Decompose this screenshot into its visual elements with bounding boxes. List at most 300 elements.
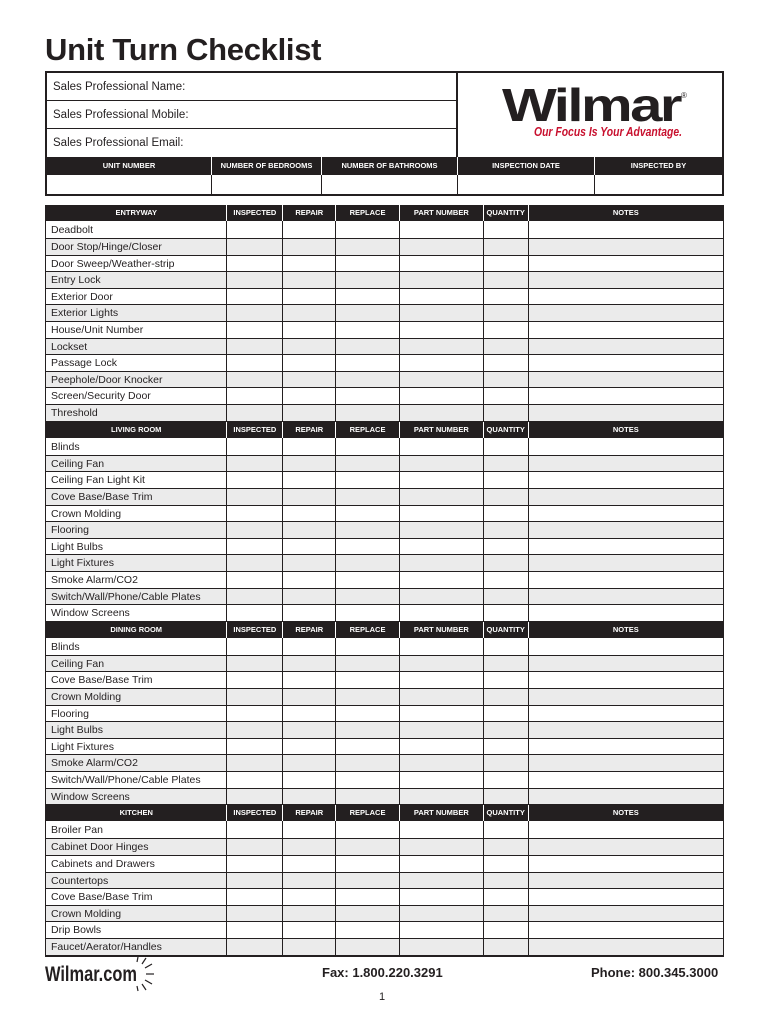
notes-cell[interactable] <box>529 755 723 771</box>
repair-cell[interactable] <box>283 755 336 771</box>
item-label: Passage Lock <box>46 355 227 371</box>
section-title: ENTRYWAY <box>46 205 227 221</box>
part-number-cell[interactable] <box>400 522 484 538</box>
quantity-cell[interactable] <box>484 906 529 922</box>
part-number-cell[interactable] <box>400 889 484 905</box>
quantity-cell[interactable] <box>484 372 529 388</box>
part-number-cell[interactable] <box>400 839 484 855</box>
replace-cell[interactable] <box>336 873 400 889</box>
unit-number-cell[interactable] <box>47 175 212 194</box>
notes-cell[interactable] <box>529 289 723 305</box>
notes-cell[interactable] <box>529 739 723 755</box>
inspected-cell[interactable] <box>227 889 283 905</box>
notes-cell[interactable] <box>529 555 723 571</box>
inspected-cell[interactable] <box>227 689 283 705</box>
inspected-cell[interactable] <box>227 388 283 404</box>
quantity-cell[interactable] <box>484 589 529 605</box>
part-number-cell[interactable] <box>400 906 484 922</box>
part-number-cell[interactable] <box>400 388 484 404</box>
column-header-part-number: PART NUMBER <box>400 622 484 638</box>
notes-cell[interactable] <box>529 472 723 488</box>
part-number-cell[interactable] <box>400 305 484 321</box>
replace-cell[interactable] <box>336 889 400 905</box>
notes-cell[interactable] <box>529 572 723 588</box>
inspected-cell[interactable] <box>227 322 283 338</box>
part-number-cell[interactable] <box>400 572 484 588</box>
part-number-cell[interactable] <box>400 856 484 872</box>
inspected-cell[interactable] <box>227 706 283 722</box>
part-number-cell[interactable] <box>400 289 484 305</box>
notes-cell[interactable] <box>529 589 723 605</box>
inspection-date-header: INSPECTION DATE <box>458 157 595 175</box>
quantity-cell[interactable] <box>484 555 529 571</box>
part-number-cell[interactable] <box>400 821 484 838</box>
notes-cell[interactable] <box>529 272 723 288</box>
notes-cell[interactable] <box>529 239 723 255</box>
repair-cell[interactable] <box>283 922 336 938</box>
notes-cell[interactable] <box>529 506 723 522</box>
item-label: Window Screens <box>46 605 227 621</box>
repair-cell[interactable] <box>283 605 336 621</box>
replace-cell[interactable] <box>336 289 400 305</box>
part-number-cell[interactable] <box>400 272 484 288</box>
replace-cell[interactable] <box>336 438 400 455</box>
part-number-cell[interactable] <box>400 922 484 938</box>
notes-cell[interactable] <box>529 856 723 872</box>
replace-cell[interactable] <box>336 355 400 371</box>
part-number-cell[interactable] <box>400 672 484 688</box>
part-number-cell[interactable] <box>400 706 484 722</box>
section-header-living-room <box>46 422 723 438</box>
replace-cell[interactable] <box>336 539 400 555</box>
inspected-cell[interactable] <box>227 789 283 805</box>
replace-cell[interactable] <box>336 739 400 755</box>
part-number-cell[interactable] <box>400 555 484 571</box>
part-number-cell[interactable] <box>400 739 484 755</box>
inspected-cell[interactable] <box>227 922 283 938</box>
sales-professional-name-field[interactable]: Sales Professional Name: <box>47 73 458 101</box>
quantity-cell[interactable] <box>484 605 529 621</box>
part-number-cell[interactable] <box>400 256 484 272</box>
quantity-cell[interactable] <box>484 472 529 488</box>
quantity-cell[interactable] <box>484 889 529 905</box>
inspected-cell[interactable] <box>227 405 283 421</box>
inspected-cell[interactable] <box>227 256 283 272</box>
repair-cell[interactable] <box>283 305 336 321</box>
item-label: Ceiling Fan <box>46 456 227 472</box>
replace-cell[interactable] <box>336 772 400 788</box>
quantity-cell[interactable] <box>484 405 529 421</box>
repair-cell[interactable] <box>283 322 336 338</box>
quantity-cell[interactable] <box>484 789 529 805</box>
notes-cell[interactable] <box>529 772 723 788</box>
repair-cell[interactable] <box>283 522 336 538</box>
replace-cell[interactable] <box>336 305 400 321</box>
part-number-cell[interactable] <box>400 722 484 738</box>
quantity-cell[interactable] <box>484 489 529 505</box>
checklist-row <box>46 856 723 873</box>
inspected-cell[interactable] <box>227 305 283 321</box>
inspected-cell[interactable] <box>227 739 283 755</box>
inspected-cell[interactable] <box>227 372 283 388</box>
part-number-cell[interactable] <box>400 789 484 805</box>
notes-cell[interactable] <box>529 355 723 371</box>
part-number-cell[interactable] <box>400 755 484 771</box>
section-title: DINING ROOM <box>46 622 227 638</box>
replace-cell[interactable] <box>336 856 400 872</box>
replace-cell[interactable] <box>336 555 400 571</box>
repair-cell[interactable] <box>283 821 336 838</box>
item-label: Ceiling Fan Light Kit <box>46 472 227 488</box>
notes-cell[interactable] <box>529 706 723 722</box>
notes-cell[interactable] <box>529 256 723 272</box>
repair-cell[interactable] <box>283 438 336 455</box>
inspected-cell[interactable] <box>227 873 283 889</box>
repair-cell[interactable] <box>283 472 336 488</box>
quantity-cell[interactable] <box>484 322 529 338</box>
repair-cell[interactable] <box>283 689 336 705</box>
inspected-cell[interactable] <box>227 506 283 522</box>
notes-cell[interactable] <box>529 839 723 855</box>
part-number-cell[interactable] <box>400 322 484 338</box>
inspected-cell[interactable] <box>227 906 283 922</box>
part-number-cell[interactable] <box>400 772 484 788</box>
quantity-cell[interactable] <box>484 722 529 738</box>
quantity-cell[interactable] <box>484 772 529 788</box>
quantity-cell[interactable] <box>484 305 529 321</box>
quantity-cell[interactable] <box>484 339 529 355</box>
repair-cell[interactable] <box>283 456 336 472</box>
part-number-cell[interactable] <box>400 689 484 705</box>
repair-cell[interactable] <box>283 839 336 855</box>
quantity-cell[interactable] <box>484 839 529 855</box>
notes-cell[interactable] <box>529 339 723 355</box>
part-number-cell[interactable] <box>400 939 484 955</box>
repair-cell[interactable] <box>283 589 336 605</box>
repair-cell[interactable] <box>283 239 336 255</box>
part-number-cell[interactable] <box>400 605 484 621</box>
repair-cell[interactable] <box>283 539 336 555</box>
bathrooms-cell[interactable] <box>322 175 458 194</box>
quantity-cell[interactable] <box>484 256 529 272</box>
part-number-cell[interactable] <box>400 472 484 488</box>
replace-cell[interactable] <box>336 239 400 255</box>
inspected-cell[interactable] <box>227 656 283 672</box>
phone-number: Phone: 800.345.3000 <box>591 965 719 980</box>
part-number-cell[interactable] <box>400 589 484 605</box>
quantity-cell[interactable] <box>484 388 529 404</box>
notes-cell[interactable] <box>529 722 723 738</box>
replace-cell[interactable] <box>336 256 400 272</box>
sales-professional-email-field[interactable]: Sales Professional Email: <box>53 137 184 149</box>
part-number-cell[interactable] <box>400 221 484 238</box>
quantity-cell[interactable] <box>484 922 529 938</box>
repair-cell[interactable] <box>283 672 336 688</box>
notes-cell[interactable] <box>529 656 723 672</box>
replace-cell[interactable] <box>336 221 400 238</box>
checklist-row <box>46 638 723 656</box>
repair-cell[interactable] <box>283 722 336 738</box>
part-number-cell[interactable] <box>400 539 484 555</box>
replace-cell[interactable] <box>336 789 400 805</box>
replace-cell[interactable] <box>336 706 400 722</box>
quantity-cell[interactable] <box>484 438 529 455</box>
quantity-cell[interactable] <box>484 821 529 838</box>
checklist-row <box>46 339 723 356</box>
part-number-cell[interactable] <box>400 355 484 371</box>
repair-cell[interactable] <box>283 638 336 655</box>
repair-cell[interactable] <box>283 656 336 672</box>
inspected-cell[interactable] <box>227 605 283 621</box>
item-label: Blinds <box>46 438 227 455</box>
inspected-by-cell[interactable] <box>595 175 722 194</box>
column-header-part-number: PART NUMBER <box>400 205 484 221</box>
notes-cell[interactable] <box>529 906 723 922</box>
checklist-row <box>46 656 723 673</box>
part-number-cell[interactable] <box>400 339 484 355</box>
repair-cell[interactable] <box>283 489 336 505</box>
inspected-cell[interactable] <box>227 355 283 371</box>
item-label: Lockset <box>46 339 227 355</box>
repair-cell[interactable] <box>283 221 336 238</box>
part-number-cell[interactable] <box>400 372 484 388</box>
repair-cell[interactable] <box>283 272 336 288</box>
notes-cell[interactable] <box>529 305 723 321</box>
quantity-cell[interactable] <box>484 239 529 255</box>
item-label: Cove Base/Base Trim <box>46 489 227 505</box>
item-label: Light Fixtures <box>46 739 227 755</box>
column-header-repair: REPAIR <box>283 422 336 438</box>
repair-cell[interactable] <box>283 289 336 305</box>
notes-cell[interactable] <box>529 873 723 889</box>
quantity-cell[interactable] <box>484 539 529 555</box>
column-header-quantity: QUANTITY <box>484 622 529 638</box>
item-label: Screen/Security Door <box>46 388 227 404</box>
repair-cell[interactable] <box>283 873 336 889</box>
inspected-cell[interactable] <box>227 638 283 655</box>
notes-cell[interactable] <box>529 539 723 555</box>
repair-cell[interactable] <box>283 856 336 872</box>
inspection-date-cell[interactable] <box>458 175 595 194</box>
checklist-row <box>46 873 723 890</box>
quantity-cell[interactable] <box>484 572 529 588</box>
notes-cell[interactable] <box>529 456 723 472</box>
inspected-cell[interactable] <box>227 772 283 788</box>
bedrooms-cell[interactable] <box>212 175 322 194</box>
part-number-cell[interactable] <box>400 239 484 255</box>
notes-cell[interactable] <box>529 689 723 705</box>
item-label: Crown Molding <box>46 506 227 522</box>
part-number-cell[interactable] <box>400 638 484 655</box>
replace-cell[interactable] <box>336 388 400 404</box>
replace-cell[interactable] <box>336 821 400 838</box>
wilmar-logo <box>460 73 722 157</box>
notes-cell[interactable] <box>529 789 723 805</box>
part-number-cell[interactable] <box>400 506 484 522</box>
replace-cell[interactable] <box>336 839 400 855</box>
replace-cell[interactable] <box>336 689 400 705</box>
replace-cell[interactable] <box>336 489 400 505</box>
replace-cell[interactable] <box>336 456 400 472</box>
notes-cell[interactable] <box>529 322 723 338</box>
inspected-cell[interactable] <box>227 572 283 588</box>
inspected-cell[interactable] <box>227 539 283 555</box>
replace-cell[interactable] <box>336 939 400 955</box>
part-number-cell[interactable] <box>400 405 484 421</box>
inspected-cell[interactable] <box>227 589 283 605</box>
item-label: Light Fixtures <box>46 555 227 571</box>
repair-cell[interactable] <box>283 388 336 404</box>
repair-cell[interactable] <box>283 555 336 571</box>
replace-cell[interactable] <box>336 605 400 621</box>
replace-cell[interactable] <box>336 405 400 421</box>
quantity-cell[interactable] <box>484 873 529 889</box>
replace-cell[interactable] <box>336 372 400 388</box>
notes-cell[interactable] <box>529 821 723 838</box>
replace-cell[interactable] <box>336 506 400 522</box>
inspected-cell[interactable] <box>227 839 283 855</box>
inspected-cell[interactable] <box>227 221 283 238</box>
wilmar-footer-logo <box>45 957 160 991</box>
inspected-cell[interactable] <box>227 339 283 355</box>
part-number-cell[interactable] <box>400 489 484 505</box>
quantity-cell[interactable] <box>484 221 529 238</box>
checklist-row <box>46 939 723 956</box>
repair-cell[interactable] <box>283 906 336 922</box>
item-label: Switch/Wall/Phone/Cable Plates <box>46 589 227 605</box>
checklist-row <box>46 539 723 556</box>
column-header-repair: REPAIR <box>283 205 336 221</box>
page-title: Unit Turn Checklist <box>45 32 322 67</box>
column-header-repair: REPAIR <box>283 805 336 821</box>
inspected-cell[interactable] <box>227 672 283 688</box>
quantity-cell[interactable] <box>484 506 529 522</box>
inspected-cell[interactable] <box>227 522 283 538</box>
notes-cell[interactable] <box>529 221 723 238</box>
inspected-cell[interactable] <box>227 821 283 838</box>
inspected-cell[interactable] <box>227 239 283 255</box>
replace-cell[interactable] <box>336 638 400 655</box>
repair-cell[interactable] <box>283 256 336 272</box>
notes-cell[interactable] <box>529 388 723 404</box>
bedrooms-header: NUMBER OF BEDROOMS <box>212 157 322 175</box>
checklist-row <box>46 922 723 939</box>
inspected-cell[interactable] <box>227 272 283 288</box>
column-header-quantity: QUANTITY <box>484 422 529 438</box>
part-number-cell[interactable] <box>400 656 484 672</box>
replace-cell[interactable] <box>336 572 400 588</box>
checklist-row <box>46 456 723 473</box>
notes-cell[interactable] <box>529 638 723 655</box>
notes-cell[interactable] <box>529 939 723 955</box>
column-header-notes: NOTES <box>612 208 639 217</box>
repair-cell[interactable] <box>283 506 336 522</box>
repair-cell[interactable] <box>283 339 336 355</box>
quantity-cell[interactable] <box>484 355 529 371</box>
repair-cell[interactable] <box>283 405 336 421</box>
inspected-cell[interactable] <box>227 755 283 771</box>
replace-cell[interactable] <box>336 906 400 922</box>
quantity-cell[interactable] <box>484 656 529 672</box>
repair-cell[interactable] <box>283 789 336 805</box>
column-header-notes: NOTES <box>612 424 639 434</box>
quantity-cell[interactable] <box>484 689 529 705</box>
part-number-cell[interactable] <box>400 438 484 455</box>
notes-cell[interactable] <box>529 438 723 455</box>
item-label: Window Screens <box>46 789 227 805</box>
quantity-cell[interactable] <box>484 638 529 655</box>
quantity-cell[interactable] <box>484 272 529 288</box>
inspected-cell[interactable] <box>227 456 283 472</box>
replace-cell[interactable] <box>336 755 400 771</box>
inspected-cell[interactable] <box>227 472 283 488</box>
section-header-dining-room <box>46 622 723 638</box>
quantity-cell[interactable] <box>484 522 529 538</box>
repair-cell[interactable] <box>283 355 336 371</box>
repair-cell[interactable] <box>283 739 336 755</box>
notes-cell[interactable] <box>529 672 723 688</box>
inspected-cell[interactable] <box>227 939 283 955</box>
checklist-row <box>46 289 723 306</box>
quantity-cell[interactable] <box>484 755 529 771</box>
quantity-cell[interactable] <box>484 856 529 872</box>
item-label: Broiler Pan <box>46 821 227 838</box>
replace-cell[interactable] <box>336 522 400 538</box>
replace-cell[interactable] <box>336 589 400 605</box>
quantity-cell[interactable] <box>484 672 529 688</box>
replace-cell[interactable] <box>336 922 400 938</box>
inspected-cell[interactable] <box>227 722 283 738</box>
repair-cell[interactable] <box>283 706 336 722</box>
replace-cell[interactable] <box>336 656 400 672</box>
inspected-cell[interactable] <box>227 289 283 305</box>
repair-cell[interactable] <box>283 889 336 905</box>
replace-cell[interactable] <box>336 272 400 288</box>
inspected-cell[interactable] <box>227 555 283 571</box>
repair-cell[interactable] <box>283 772 336 788</box>
notes-cell[interactable] <box>529 405 723 421</box>
notes-cell[interactable] <box>529 922 723 938</box>
part-number-cell[interactable] <box>400 873 484 889</box>
inspected-cell[interactable] <box>227 438 283 455</box>
repair-cell[interactable] <box>283 572 336 588</box>
inspected-cell[interactable] <box>227 856 283 872</box>
repair-cell[interactable] <box>283 372 336 388</box>
replace-cell[interactable] <box>336 322 400 338</box>
quantity-cell[interactable] <box>484 739 529 755</box>
quantity-cell[interactable] <box>484 939 529 955</box>
quantity-cell[interactable] <box>484 456 529 472</box>
notes-cell[interactable] <box>529 489 723 505</box>
replace-cell[interactable] <box>336 472 400 488</box>
notes-cell[interactable] <box>529 889 723 905</box>
sales-professional-mobile-field[interactable]: Sales Professional Mobile: <box>47 101 458 129</box>
notes-cell[interactable] <box>529 522 723 538</box>
checklist-row <box>46 388 723 405</box>
notes-cell[interactable] <box>529 605 723 621</box>
inspected-cell[interactable] <box>227 489 283 505</box>
part-number-cell[interactable] <box>400 456 484 472</box>
replace-cell[interactable] <box>336 722 400 738</box>
replace-cell[interactable] <box>336 672 400 688</box>
replace-cell[interactable] <box>336 339 400 355</box>
unit-info-header <box>47 157 722 175</box>
column-header-notes: NOTES <box>612 624 639 634</box>
notes-cell[interactable] <box>529 372 723 388</box>
repair-cell[interactable] <box>283 939 336 955</box>
quantity-cell[interactable] <box>484 289 529 305</box>
quantity-cell[interactable] <box>484 706 529 722</box>
